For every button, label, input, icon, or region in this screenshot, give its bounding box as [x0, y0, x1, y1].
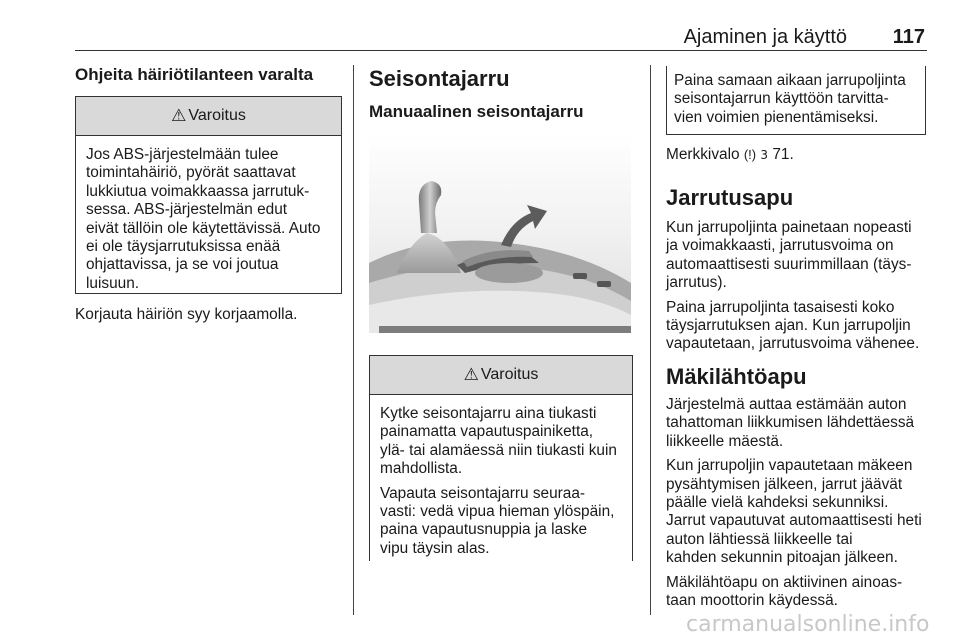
warning-line: mahdollista. — [380, 460, 463, 478]
warning-title: Varoitus — [480, 366, 539, 383]
troubleshooting-note: Korjauta häiriön syy korjaamolla. — [75, 306, 298, 323]
warning-box-parking-brake — [369, 355, 633, 561]
section-heading-troubleshooting: Ohjeita häiriötilanteen varalta — [75, 65, 314, 84]
reference-warning-light — [666, 146, 794, 164]
page-number: 117 — [892, 26, 925, 48]
warning-line: ylä- tai alamäessä niin tiukasti kuin — [380, 441, 617, 459]
text-line: Paina jarrupoljinta tasaisesti koko — [666, 298, 895, 316]
text-line: Kun jarrupoljinta painetaan nopeasti — [666, 219, 912, 236]
text-line: kahden sekunnin pitoajan jälkeen. — [666, 549, 898, 567]
reference-text: Merkkivalo — [666, 146, 740, 163]
text-line: liikkeelle mäestä. — [666, 432, 784, 450]
watermark: carmanualsonline.info — [686, 612, 930, 637]
parking-brake-illustration — [369, 133, 631, 333]
brake-assist-text — [666, 219, 936, 354]
brake-warning-light-icon: (!) — [743, 147, 757, 162]
text-line: taan moottorin käydessä. — [666, 592, 838, 610]
note-line: seisontajarrun käyttöön tarvitta- — [674, 90, 889, 108]
text-line: täysjarrutuksen ajan. Kun jarrupoljin — [666, 317, 911, 335]
note-line: vien voimien pienentämiseksi. — [674, 108, 879, 126]
warning-line: paina vapautusnuppia ja laske — [380, 521, 588, 539]
hill-start-assist-text — [666, 396, 936, 610]
warning-body — [370, 395, 632, 558]
warning-line: sessa. ABS-järjestelmän edut — [86, 201, 288, 219]
column-divider-left — [353, 65, 354, 615]
header-rule — [75, 50, 927, 51]
text-line: jarrutus). — [666, 274, 727, 292]
text-line: automaattisesti suurimmillaan (täys- — [666, 255, 912, 273]
warning-line: painamatta vapautuspainiketta, — [380, 423, 594, 441]
text-line: Mäkilähtöapu on aktiivinen ainoas- — [666, 573, 903, 591]
warning-title: Varoitus — [188, 107, 246, 124]
page-section-title: Ajaminen ja käyttö — [683, 26, 847, 48]
warning-line: luisuun. — [86, 274, 140, 292]
reference-page: 71. — [772, 146, 794, 163]
warning-box-abs — [75, 96, 342, 294]
text-line: Kun jarrupoljin vapautetaan mäkeen — [666, 457, 913, 475]
section-heading-parking-brake: Seisontajarru — [369, 66, 510, 91]
text-line: päälle vielä kahdeksi sekunniksi. — [666, 494, 889, 512]
warning-line: vasti: vedä vipua hieman ylöspäin, — [380, 503, 615, 521]
warning-triangle-icon: ⚠ — [171, 106, 187, 125]
text-line: Jarrut vapautuvat automaattisesti heti — [666, 512, 922, 530]
note-line: Paina samaan aikaan jarrupoljinta — [674, 72, 906, 89]
text-line: vapautetaan, jarrutusvoima vähenee. — [666, 335, 920, 353]
section-heading-brake-assist: Jarrutusapu — [666, 185, 794, 210]
text-line: pysähtymisen jälkeen, jarrut jäävät — [666, 475, 903, 493]
warning-triangle-icon: ⚠ — [463, 365, 479, 384]
warning-line: Vapauta seisontajarru seuraa- — [380, 484, 586, 502]
warning-line: ohjattavissa, ja se voi joutua — [86, 256, 279, 274]
text-line: tahattoman liikkumisen lähdettäessä — [666, 414, 915, 432]
warning-line: eivät tällöin ole käytettävissä. Auto — [86, 219, 321, 237]
subheading-manual-parking-brake: Manuaalinen seisontajarru — [369, 102, 584, 121]
warning-header — [76, 97, 341, 136]
warning-line: Jos ABS-järjestelmään tulee — [86, 146, 279, 163]
warning-line: toimintahäiriö, pyörät saattavat — [86, 164, 296, 182]
warning-line: Kytke seisontajarru aina tiukasti — [380, 405, 597, 422]
column-divider-right — [650, 65, 651, 615]
warning-line: lukkiutua voimakkaassa jarrutuk- — [86, 182, 310, 200]
warning-header — [370, 356, 632, 395]
text-line: ja voimakkaasti, jarrutusvoima on — [666, 237, 894, 255]
warning-line: ei ole täysjarrutuksissa enää — [86, 238, 281, 256]
page-header — [75, 22, 927, 52]
warning-body — [76, 136, 341, 293]
text-line: auton lähtiessä liikkeelle tai — [666, 530, 853, 548]
section-heading-hill-start-assist: Mäkilähtöapu — [666, 364, 807, 389]
note-box-continued — [666, 66, 926, 135]
text-line: Järjestelmä auttaa estämään auton — [666, 396, 907, 413]
warning-line: vipu täysin alas. — [380, 539, 490, 557]
page-reference-arrow-icon: 3 — [760, 148, 769, 162]
